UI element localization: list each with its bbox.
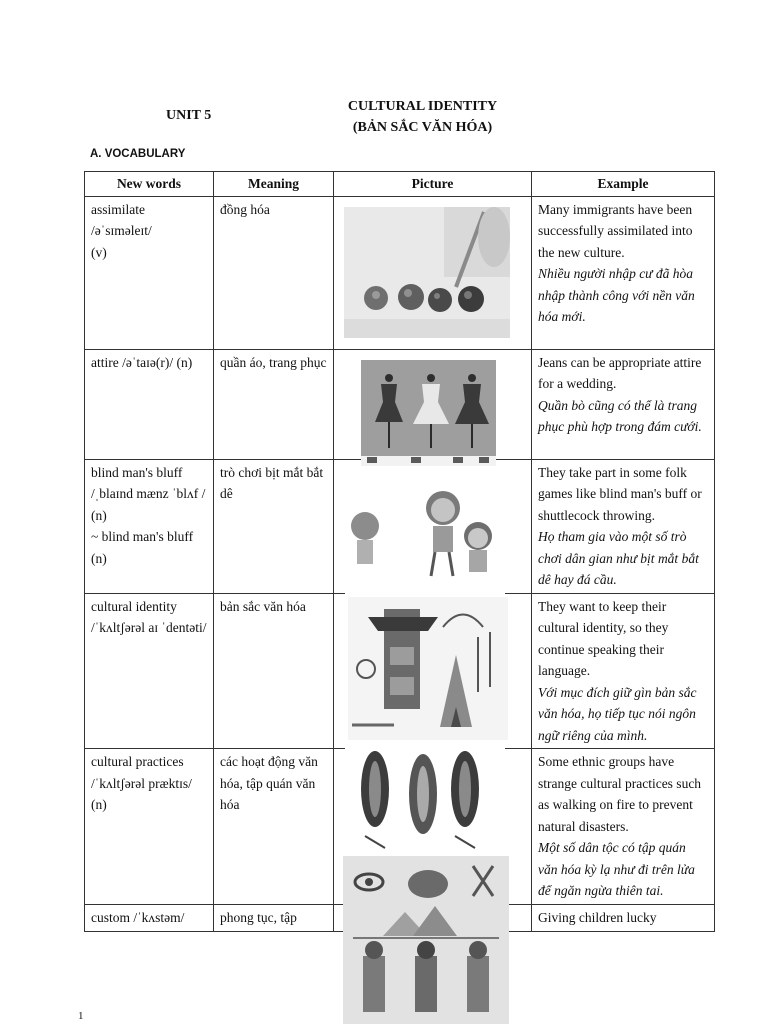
example-cell (532, 593, 715, 749)
example-cell (532, 349, 715, 459)
meaning-cell: bản sắc văn hóa (214, 593, 334, 749)
egyptian-symbols-image (343, 856, 509, 1024)
meaning-cell: trò chơi bịt mắt bắt dê (214, 459, 334, 593)
example-english: Some ethnic groups have strange cultural practices such as walking on fire to prevent natural disasters. (538, 754, 702, 834)
title-english: CULTURAL IDENTITY (347, 99, 498, 114)
example-vietnamese: Nhiều người nhập cư đã hòa nhập thành công với nền văn hóa mới. (538, 266, 695, 324)
meaning-cell: phong tục, tập (214, 904, 334, 931)
example-cell (532, 749, 715, 905)
word-text: cultural practices (91, 754, 184, 769)
example-cell (532, 459, 715, 593)
totem-teepee-image (348, 597, 508, 740)
page-number: 1 (78, 1010, 84, 1022)
example-english: Giving children lucky (538, 909, 657, 925)
section-heading: A. VOCABULARY (90, 148, 186, 160)
example-vietnamese: Một số dân tộc có tập quán văn hóa kỳ lạ như đi trên lửa để ngăn ngừa thiên tai. (538, 840, 695, 898)
meaning-cell: đồng hóa (214, 196, 334, 349)
word-text: cultural identity (91, 598, 177, 614)
word-phonetic: /ˌblaɪnd mænz ˈblʌf / (n) (91, 486, 206, 523)
word-cell (85, 196, 214, 349)
meaning-cell: quần áo, trang phục (214, 349, 334, 459)
word-text: assimilate (91, 201, 145, 217)
word-cell (85, 749, 214, 905)
column-header-example: Example (532, 172, 715, 197)
word-phonetic: /ˈkʌltʃərəl præktɪs/ (91, 775, 192, 791)
word-cell (85, 593, 214, 749)
title-vietnamese: (BẢN SẮC VĂN HÓA) (352, 120, 493, 135)
example-english: Jeans can be appropriate attire for a wedding. (538, 354, 702, 391)
example-english: Many immigrants have been successfully assimilated into the new culture. (538, 201, 693, 260)
children-playing-image (345, 466, 505, 596)
example-english: They take part in some folk games like blind man's buff or shuttlecock throwing. (538, 464, 702, 523)
example-vietnamese: Quần bò cũng có thể là trang phục phù hợp trong đám cưới. (538, 397, 702, 434)
word-cell (85, 349, 214, 459)
word-phonetic: /ˈkʌltʃərəl aɪ ˈdentəti/ (91, 620, 207, 635)
meaning-cell: các hoạt động văn hóa, tập quán văn hóa (214, 749, 334, 905)
example-english: They want to keep their cultural identity, so they continue speaking their language. (538, 598, 669, 678)
example-vietnamese: Họ tham gia vào một số trò chơi dân gian như bịt mắt bắt dê hay đá cầu. (538, 529, 699, 587)
column-header-new-words: New words (85, 172, 214, 197)
column-header-picture: Picture (334, 172, 532, 197)
word-cell (85, 904, 214, 931)
page-title (320, 96, 525, 138)
table-header-row (85, 172, 715, 197)
word-text: attire /əˈtaɪə(r)/ (n) (91, 354, 193, 370)
apples-paint-brush-image (344, 207, 510, 338)
word-text: custom /ˈkʌstəm/ (91, 909, 185, 925)
word-type: (n) (91, 797, 107, 812)
example-cell (532, 904, 715, 931)
word-cell (85, 459, 214, 593)
word-variant: ~ blind man's bluff (n) (91, 529, 194, 566)
column-header-meaning: Meaning (214, 172, 334, 197)
word-phonetic: /əˈsɪməleɪt/ (91, 223, 152, 238)
word-type: (v) (91, 244, 107, 260)
dresses-on-mannequins-image (361, 360, 496, 466)
example-vietnamese: Với mục đích giữ gìn bản sắc văn hóa, họ tiếp tục nói ngôn ngữ riêng của mình. (538, 684, 697, 743)
unit-label: UNIT 5 (166, 108, 212, 123)
tribal-masks-image (345, 744, 505, 854)
word-text: blind man's bluff (91, 464, 183, 480)
example-cell (532, 196, 715, 349)
